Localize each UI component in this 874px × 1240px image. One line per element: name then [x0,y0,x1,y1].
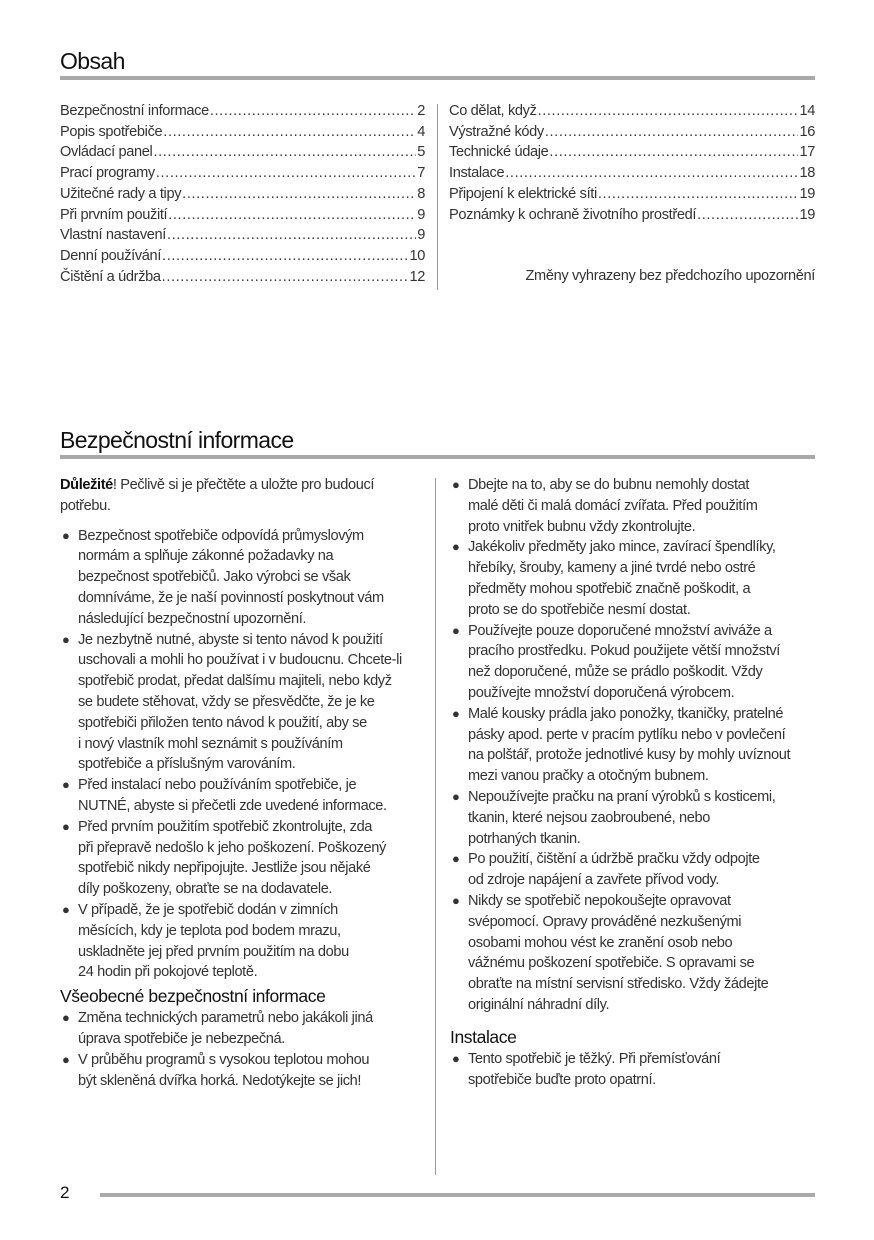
toc-entry-label[interactable]: Co dělat, když [449,103,537,119]
text-line [60,496,430,517]
text-line-content: proto se do spotřebiče nesmí dostat. [468,601,691,618]
bullet-item [450,537,820,620]
text-line [468,953,820,974]
text-line-content: následující bezpečnostní upozornění. [78,610,307,627]
text-line-content: spotřebič nikdy nepřipojujte. Jestliže jsou nějaké [78,860,371,877]
text-line [78,630,430,651]
text-line [468,683,820,704]
toc-dot-leader [697,205,798,226]
toc-entry-label[interactable]: Připojení k elektrické síti [449,185,597,202]
bullet-item [450,621,820,704]
toc-entry-page[interactable]: 19 [799,206,815,223]
text-line-content: pásky apod. perte v pracím pytlíku nebo v povlečení [468,726,786,743]
bullet-icon: ● [62,631,70,647]
toc-entry-label[interactable]: Poznámky k ochraně životního prostředí [449,206,697,223]
text-line [78,1008,430,1029]
column-divider [435,478,436,1175]
important-label: Důležité [60,477,113,493]
bullet-icon: ● [62,901,70,917]
text-line-content: spotřebiči přiložen tento návod k použití, aby se [78,714,367,731]
text-line-content: Nepoužívejte pračku na praní výrobků s kosticemi, [468,788,776,805]
text-line-content: ! Pečlivě si je přečtěte a uložte pro budoucí [112,477,375,493]
toc-column-divider [437,104,438,290]
text-line-content: Malé kousky prádla jako ponožky, tkaničky, pratelné [468,705,784,722]
toc-entry-label[interactable]: Výstražné kódy [449,123,544,140]
toc-entry[interactable] [449,122,815,143]
toc-entry-label[interactable]: Bezpečnostní informace [60,103,209,119]
text-line [468,766,820,787]
toc-entry[interactable] [60,101,425,122]
text-line-content: pracího prostředku. Pokud použijete větší množství [468,643,780,660]
text-line-content: od zdroje napájení a zavřete přívod vody. [468,872,720,889]
text-line [468,974,820,995]
text-line-content: používejte množství doporučená výrobcem. [468,684,735,701]
toc-entry-label[interactable]: Užitečné rady a tipy [60,185,182,202]
toc-entry[interactable] [60,246,425,267]
toc-entry-page[interactable]: 18 [799,165,815,182]
text-line-content: uschovali a mohli ho používat i v budoucnu. Chcete-li [78,652,402,669]
bullet-icon: ● [452,851,460,867]
toc-entry-label[interactable]: Čištění a údržba [60,268,161,285]
text-line [468,891,820,912]
text-line-content: na polštář, protože jednotlivé kusy by mohly uvíznout [468,747,791,764]
text-line-content: NUTNÉ, abyste si přečetli zde uvedené informace. [78,797,387,814]
toc-dot-leader [168,205,416,226]
safety-title: Bezpečnostní informace [60,427,294,453]
toc-dot-leader [156,163,416,184]
safety-title-rule [60,455,815,459]
text-line-content: spotřebič prodat, předat dalšímu majiteli, nebo když [78,673,392,690]
bullet-icon: ● [62,1051,70,1067]
text-line-content: Nikdy se spotřebič nepokoušejte opravovat [468,892,731,909]
bullet-item [60,900,430,983]
toc-left-column [60,101,425,287]
bullet-icon: ● [452,892,460,908]
text-line-content: domníváme, že je naší povinností poskytnout vám [78,589,384,606]
toc-entry-label[interactable]: Při prvním použití [60,206,168,223]
text-line [78,734,430,755]
toc-entry-label[interactable]: Popis spotřebiče [60,123,163,140]
bullet-item [450,787,820,849]
text-line-content: bezpečnost spotřebičů. Jako výrobci se však [78,569,351,586]
footer-rule [100,1193,815,1197]
text-line [78,817,430,838]
safety-right-column [450,475,820,1090]
toc-dot-leader [210,101,416,122]
text-line [78,942,430,963]
toc-dot-leader [153,142,416,163]
toc-entry[interactable] [449,142,815,163]
toc-entry-page[interactable]: 9 [417,227,425,244]
text-line [468,870,820,891]
text-line-content: i nový vlastník mohl seznámit s používáním [78,735,343,752]
text-line [78,713,430,734]
bullet-item [60,817,430,900]
text-line-content: Jakékoliv předměty jako mince, zavírací špendlíky, [468,539,776,556]
text-line [78,692,430,713]
text-line-content: Změna technických parametrů nebo jakákoli jiná [78,1010,373,1027]
toc-entry[interactable] [60,122,425,143]
text-line [468,517,820,538]
text-line [468,745,820,766]
text-line [468,787,820,808]
toc-entry-page[interactable]: 16 [799,123,815,140]
text-line-content: 24 hodin při pokojové teplotě. [78,964,258,981]
text-line-content: potřebu. [60,497,111,514]
text-line [78,650,430,671]
toc-entry-page[interactable]: 10 [409,247,425,264]
text-line-content: se budete stěhovat, vždy se přesvědčte, že je ke [78,693,375,710]
toc-dot-leader [545,122,799,143]
text-line [468,579,820,600]
text-line [468,662,820,683]
text-line [78,1050,430,1071]
bullet-icon: ● [452,477,460,492]
text-line [468,1049,820,1070]
text-line-content: V průběhu programů s vysokou teplotou mohou [78,1051,370,1068]
toc-entry-label[interactable]: Instalace [449,165,505,182]
text-line [78,588,430,609]
section-subheading: Instalace [450,1026,517,1047]
text-line-content: vážnému poškození spotřebiče. S opravami se [468,955,755,972]
text-line [60,475,430,496]
bullet-icon: ● [452,788,460,804]
toc-dot-leader [505,163,798,184]
text-line-content: normám a splňuje zákonné požadavky na [78,548,334,565]
toc-entry-page[interactable]: 2 [417,103,425,119]
text-line [468,600,820,621]
toc-entry[interactable] [60,142,425,163]
text-line [468,912,820,933]
bullet-item [60,1050,430,1092]
toc-entry-page[interactable]: 8 [417,185,425,202]
text-line [468,537,820,558]
toc-entry[interactable] [60,225,425,246]
bullet-icon: ● [62,777,70,793]
text-line [78,900,430,921]
text-line [468,725,820,746]
text-line [78,546,430,567]
toc-entry-label[interactable]: Technické údaje [449,144,549,161]
changes-reserved-note: Změny vyhrazeny bez předchozího upozornění [525,268,815,284]
text-line-content: uskladněte jej před prvním použitím na dobu [78,943,349,960]
text-line [468,933,820,954]
text-line-content: potrhaných tkanin. [468,830,581,847]
toc-entry[interactable] [449,163,815,184]
text-line [468,1070,820,1091]
text-line-content: Bezpečnost spotřebiče odpovídá průmyslovým [78,527,364,544]
text-line-content: Po použití, čištění a údržbě pračku vždy odpojte [468,851,760,868]
text-line [78,962,430,983]
bullet-icon: ● [452,539,460,555]
text-line-content: Tento spotřebič je těžký. Při přemísťování [468,1050,721,1067]
bullet-icon: ● [62,1010,70,1026]
text-line-content: Před prvním použitím spotřebič zkontrolujte, zda [78,818,373,835]
text-line [78,567,430,588]
text-line [78,1029,430,1050]
toc-dot-leader [538,101,799,122]
bullet-item [60,526,430,630]
page-number: 2 [60,1183,70,1202]
text-line-content: Před instalací nebo používáním spotřebiče, je [78,777,357,794]
text-line-content: spotřebiče a příslušným varováním. [78,756,296,773]
bullet-icon: ● [452,622,460,638]
text-line [78,858,430,879]
bullet-item [450,849,820,891]
bullet-item [60,630,430,776]
toc-dot-leader [162,246,408,267]
text-line-content: měsících, kdy je teplota pod bodem mrazu, [78,922,341,939]
text-line-content: než doporučené, může se prádlo poškodit. Vždy [468,664,763,681]
text-line-content: tkanin, které nejsou zaobroubené, nebo [468,809,710,826]
toc-entry[interactable] [60,205,425,226]
text-line-content: proto vnitřek bubnu vždy zkontrolujte. [468,518,696,535]
bullet-icon: ● [452,705,460,721]
toc-entry[interactable] [449,101,815,122]
bullet-item [450,704,820,787]
toc-entry[interactable] [60,267,425,288]
toc-dot-leader [162,267,409,288]
text-line-content: být skleněná dvířka horká. Nedotýkejte se jich! [78,1072,362,1089]
bullet-icon: ● [452,1050,460,1066]
toc-entry[interactable] [60,163,425,184]
section-subheading: Všeobecné bezpečnostní informace [60,986,326,1007]
text-line [78,609,430,630]
text-line [468,995,820,1016]
text-line [78,775,430,796]
text-line [468,496,820,517]
toc-dot-leader [182,184,416,205]
bullet-icon: ● [62,818,70,834]
toc-entry-page[interactable]: 14 [799,103,815,119]
text-line-content: obraťte na místní servisní středisko. Vždy žádejte [468,976,769,993]
toc-dot-leader [549,142,798,163]
text-line-content: svépomocí. Opravy prováděné nezkušenými [468,913,742,930]
bullet-item [60,1008,430,1050]
bullet-item [450,891,820,1016]
text-line [468,475,820,496]
text-line [468,621,820,642]
toc-entry-page[interactable]: 7 [417,165,425,182]
text-line [78,796,430,817]
toc-dot-leader [167,225,416,246]
toc-entry-label[interactable]: Prací programy [60,165,155,182]
text-line [468,829,820,850]
text-line-content: úprava spotřebiče je nebezpečná. [78,1030,285,1047]
text-line [468,704,820,725]
intro-paragraph [60,475,430,517]
text-line-content: Používejte pouze doporučené množství aviváže a [468,622,772,639]
bullet-item [450,1049,820,1091]
text-line [78,754,430,775]
text-line-content: malé děti či malá domácí zvířata. Před použitím [468,497,758,514]
text-line-content: předměty mohou spotřebič značně poškodit, a [468,580,751,597]
bullet-item [60,775,430,817]
toc-entry-page[interactable]: 5 [417,144,425,161]
toc-entry-page[interactable]: 12 [409,268,425,285]
text-line [468,641,820,662]
text-line [468,849,820,870]
toc-entry-label[interactable]: Denní používání [60,247,162,264]
toc-entry[interactable] [449,205,815,226]
text-line-content: hřebíky, šrouby, kameny a jiné tvrdé nebo ostré [468,560,756,577]
toc-entry[interactable] [60,184,425,205]
text-line-content: osobami mohou vést ke zranění osob nebo [468,934,733,951]
contents-title: Obsah [60,48,125,74]
toc-dot-leader [598,184,799,205]
text-line-content: Je nezbytně nutné, abyste si tento návod k použití [78,631,383,648]
toc-entry-page[interactable]: 9 [417,206,425,223]
toc-dot-leader [163,122,416,143]
toc-right-column [449,101,815,225]
text-line [78,1071,430,1092]
text-line-content: V případě, že je spotřebič dodán v zimních [78,901,338,918]
toc-entry-page[interactable]: 19 [799,185,815,202]
contents-title-rule [60,76,815,80]
toc-entry[interactable] [449,184,815,205]
text-line-content: Dbejte na to, aby se do bubnu nemohly dostat [468,477,750,493]
text-line-content: mezi vanou pračky a otočným bubnem. [468,768,709,785]
toc-entry-page[interactable]: 17 [799,144,815,161]
text-line-content: díly poškozeny, obraťte se na dodavatele. [78,881,333,898]
text-line [468,558,820,579]
text-line-content: při přepravě nedošlo k jeho poškození. Poškozený [78,839,386,856]
text-line-content: spotřebiče buďte proto opatrní. [468,1071,656,1088]
text-line [78,838,430,859]
bullet-item [450,475,820,537]
safety-left-column [60,475,430,1091]
toc-entry-label[interactable]: Ovládací panel [60,144,153,161]
text-line-content: originální náhradní díly. [468,996,610,1013]
text-line [78,671,430,692]
text-line [78,879,430,900]
toc-entry-page[interactable]: 4 [417,123,425,140]
toc-entry-label[interactable]: Vlastní nastavení [60,227,167,244]
text-line [78,921,430,942]
bullet-icon: ● [62,527,70,543]
text-line [468,808,820,829]
text-line [78,526,430,547]
